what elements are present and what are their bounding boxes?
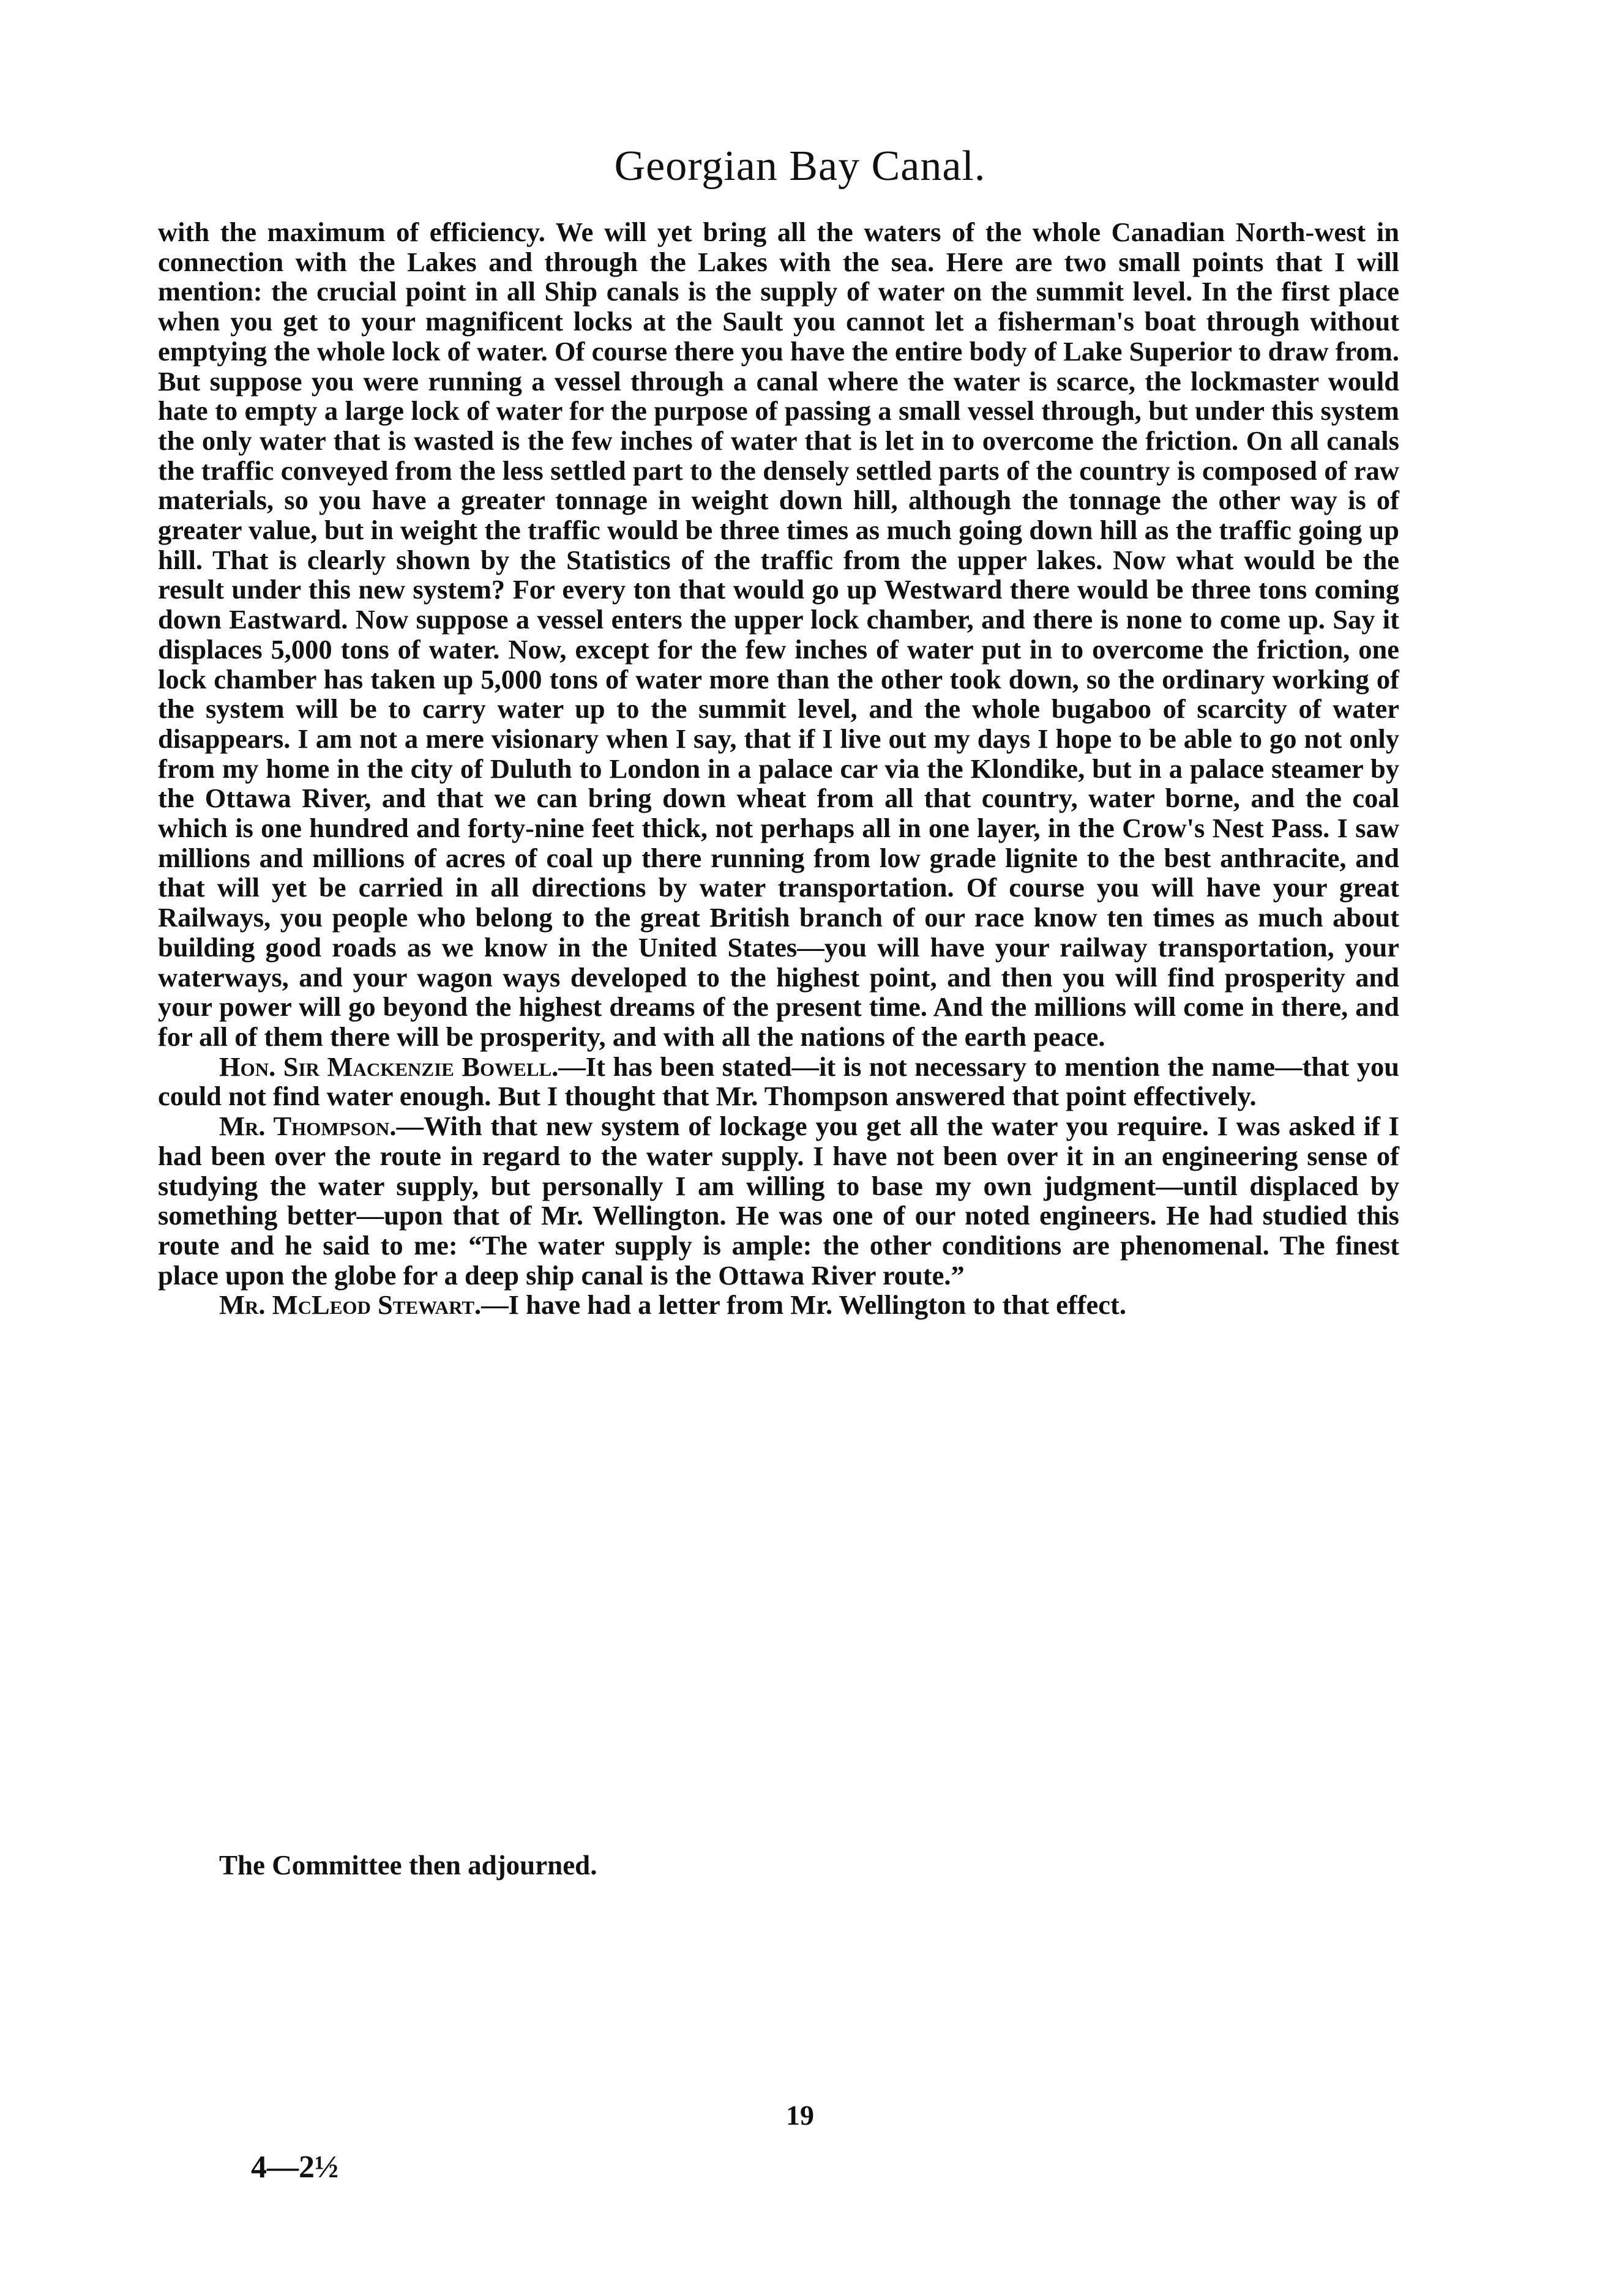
paragraph-text: with the maximum of efficiency. We will yet bring all the waters of the whole Canadian North-west in connection with the Lakes and through the Lakes with the sea. Here are two small points that I will mention: the crucial point in all Ship canals is the supply of water on the summit level. In the first place when you get to your magnificent locks at the Sault you cannot let a fisherman's boat through without emptying the whole lock of water. Of course there you have the entire body of Lake Superior to draw from. But suppose you were running a vessel through a canal where the water is scarce, the lockmaster would hate to empty a large lock of water for the purpose of passing a small vessel through, but under this system the only water that is wasted is the few inches of water that is let in to overcome the friction. On all canals the traffic conveyed from the less settled part to the densely settled parts of the country is composed of raw materials, so you have a greater tonnage in weight down hill, although the tonnage the other way is of greater value, but in weight the traffic would be three times as much going down hill as the traffic going up hill. That is clearly shown by the Statistics of the traffic from the upper lakes. Now what would be the result under this new system? For every ton that would go up Westward there would be three tons coming down Eastward. Now suppose a vessel enters the upper lock chamber, and there is none to come up. Say it displaces 5,000 tons of water. Now, except for the few inches of water put in to overcome the friction, one lock chamber has taken up 5,000 tons of water more than the other took down, so the ordinary working of the system will be to carry water up to the summit level, and the whole bugaboo of scarcity of water disappears. I am not a mere visionary when I say, that if I live out my days I hope to be able to go not only from my home in the city of Duluth to London in a palace car via the Klondike, but in a palace steamer by the Ottawa River, and that we can bring down wheat from all that country, water borne, and the coal which is one hundred and forty-nine feet thick, not perhaps all in one layer, in the Crow's Nest Pass. I saw millions and millions of acres of coal up there running from low grade lignite to the best anthracite, and that will yet be carried in all directions by water transportation. Of course you will have your great Railways, you people who belong to the great British branch of our race know ten times as much about building good roads as we know in the United States—you will have your railway transportation, your waterways, and your wagon ways developed to the highest point, and then you will find prosperity and your power will go beyond the highest dreams of the present time. And the millions will come in there, and for all of them there will be prosperity, and with all the nations of the earth peace. bbox=[158, 217, 1399, 1052]
paragraph-text: —I have had a letter from Mr. Wellington to that effect. bbox=[481, 1289, 1127, 1321]
signature-mark: 4—2½ bbox=[251, 2150, 338, 2185]
paragraph-bowell bbox=[158, 1052, 1399, 1111]
speaker-name: Hon. Sir Mackenzie Bowell. bbox=[219, 1051, 559, 1082]
speaker-name: Mr. Thompson. bbox=[219, 1111, 397, 1142]
paragraph-continuation bbox=[158, 217, 1399, 1052]
paragraph-stewart bbox=[158, 1290, 1399, 1320]
speaker-name: Mr. McLeod Stewart. bbox=[219, 1289, 482, 1321]
page-title: Georgian Bay Canal. bbox=[614, 142, 986, 190]
page-number: 19 bbox=[786, 2100, 814, 2131]
closing-line: The Committee then adjourned. bbox=[219, 1850, 597, 1880]
paragraph-thompson bbox=[158, 1111, 1399, 1290]
paragraph-text: —It has been stated—it is not necessary to mention the name—that you could not find water enough. But I thought that Mr. Thompson answered that point effectively. bbox=[158, 1051, 1399, 1112]
document-body bbox=[158, 217, 1399, 1320]
paragraph-text: —With that new system of lockage you get all the water you require. I was asked if I had been over the route in regard to the water supply. I have not been over it in an engineering sense of studying the water supply, but personally I am willing to base my own judgment—until displaced by something better—upon that of Mr. Wellington. He was one of our noted engineers. He had studied this route and he said to me: “The water supply is ample: the other conditions are phenomenal. The finest place upon the globe for a deep ship canal is the Ottawa River route.” bbox=[158, 1111, 1399, 1291]
